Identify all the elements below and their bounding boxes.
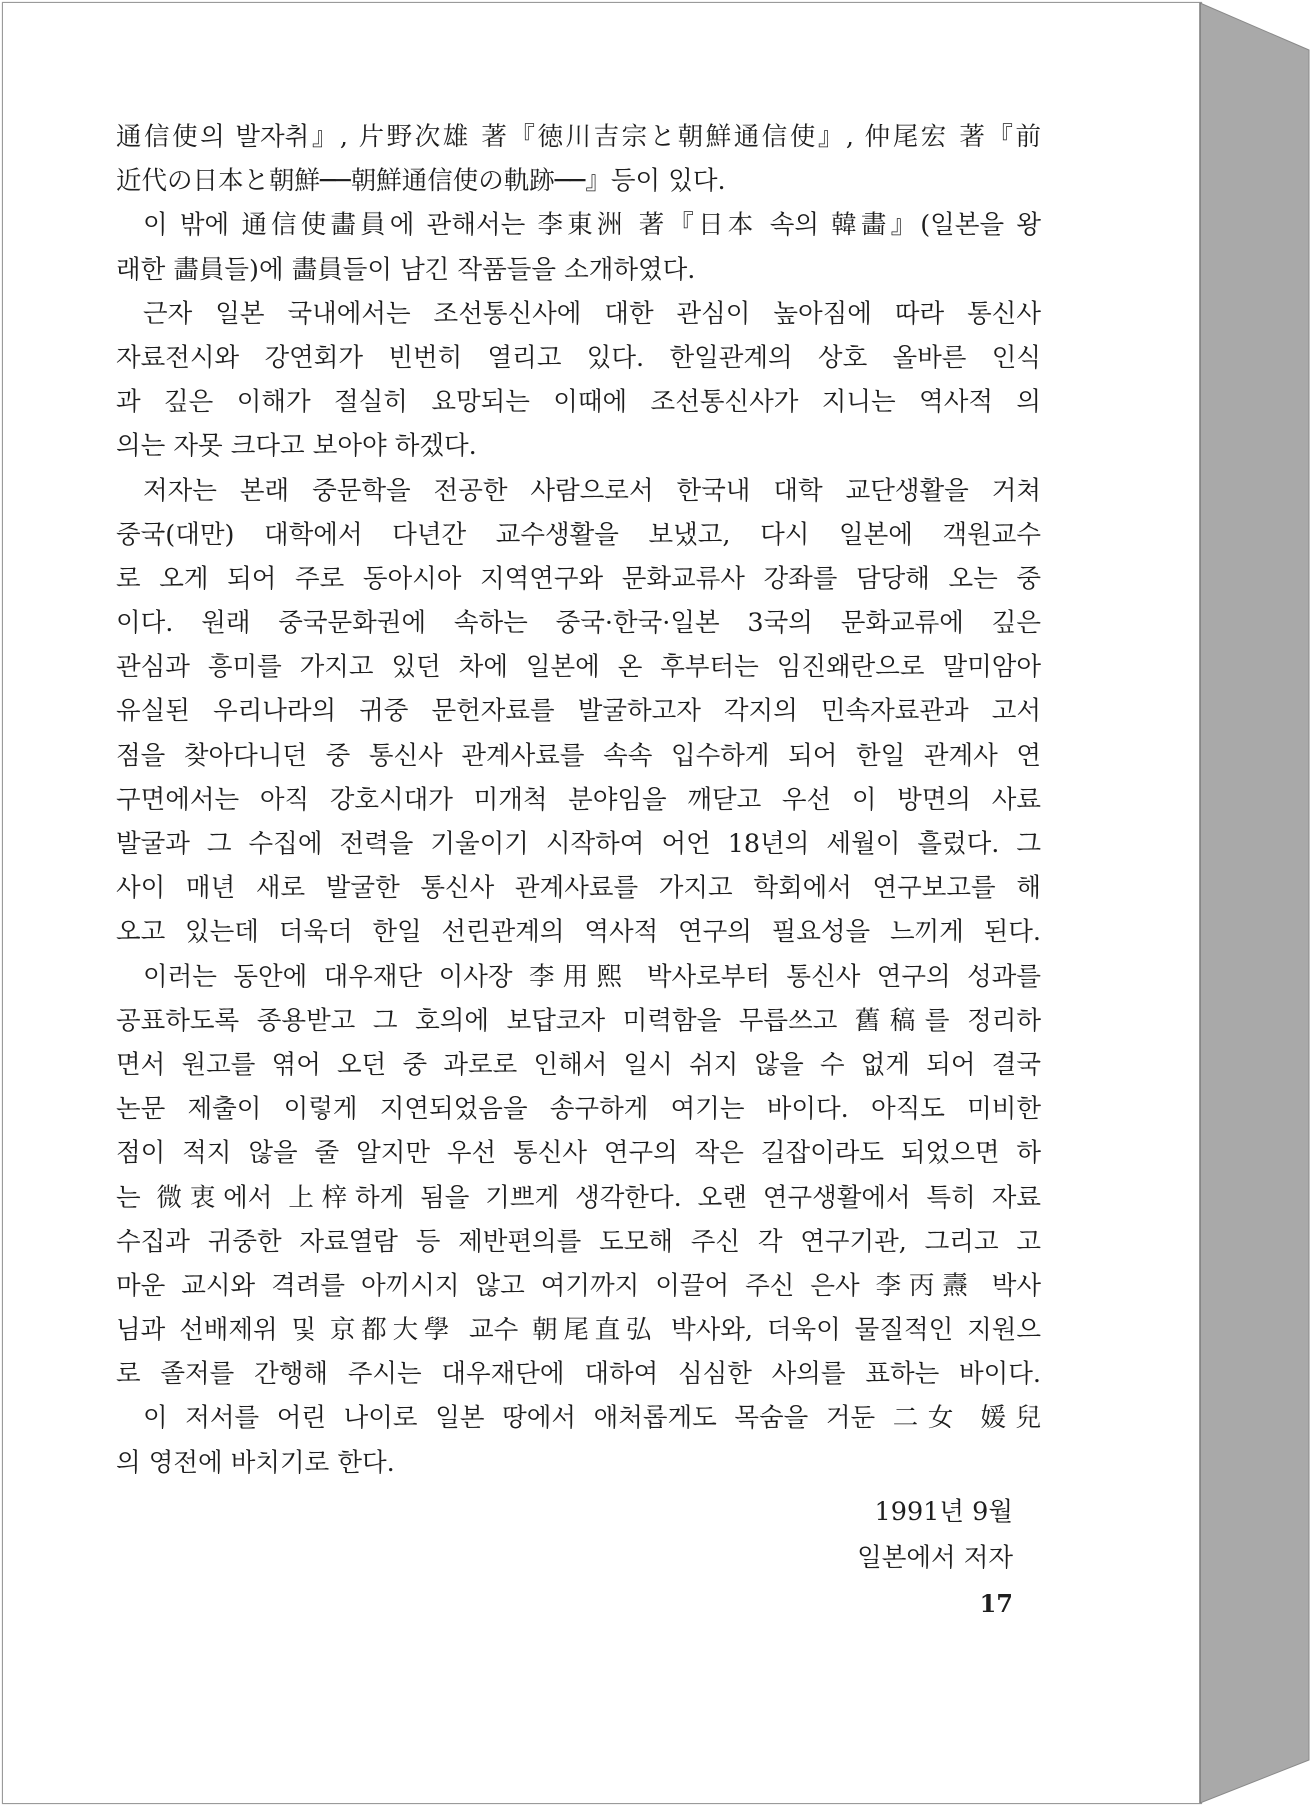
text-line: 논문 제출이 이렇게 지연되었음을 송구하게 여기는 바이다. 아직도 미비한 bbox=[116, 1094, 1041, 1125]
text-line: 이 저서를 어린 나이로 일본 땅에서 애처롭게도 목숨을 거둔 二女 媛兒 bbox=[143, 1403, 1041, 1434]
text-line: 이러는 동안에 대우재단 이사장 李用熙 박사로부터 통신사 연구의 성과를 bbox=[143, 961, 1041, 992]
text-line: 의는 자못 크다고 보아야 하겠다. bbox=[116, 431, 477, 462]
text-line: 이 밖에 通信使畵員에 관해서는 李東洲 著『日本 속의 韓畵』(일본을 왕 bbox=[143, 210, 1041, 241]
text-line: 로 오게 되어 주로 동아시아 지역연구와 문화교류사 강좌를 담당해 오는 중 bbox=[116, 563, 1041, 594]
text-line: 수집과 귀중한 자료열람 등 제반편의를 도모해 주신 각 연구기관, 그리고 고 bbox=[116, 1226, 1041, 1257]
text-line: 래한 畵員들)에 畵員들이 남긴 작품들을 소개하였다. bbox=[116, 254, 696, 285]
text-line: 이다. 원래 중국문화권에 속하는 중국·한국·일본 3국의 문화교류에 깊은 bbox=[116, 608, 1041, 639]
closing-signature: 일본에서 저자 bbox=[857, 1543, 1013, 1573]
text-line: 구면에서는 아직 강호시대가 미개척 분야임을 깨닫고 우선 이 방면의 사료 bbox=[116, 784, 1041, 815]
text-line: 近代の日本と朝鮮──朝鮮通信使の軌跡──』등이 있다. bbox=[116, 166, 726, 197]
text-line: 마운 교시와 격려를 아끼시지 않고 여기까지 이끌어 주신 은사 李丙燾 박사 bbox=[116, 1270, 1041, 1301]
closing-date: 1991년 9월 bbox=[874, 1497, 1013, 1527]
text-line: 는 微衷에서 上梓하게 됨을 기쁘게 생각한다. 오랜 연구생활에서 특히 자료 bbox=[116, 1182, 1041, 1213]
text-line: 通信使의 발자취』, 片野次雄 著『徳川吉宗と朝鮮通信使』, 仲尾宏 著『前 bbox=[116, 122, 1041, 152]
text-line: 근자 일본 국내에서는 조선통신사에 대한 관심이 높아짐에 따라 통신사 bbox=[143, 298, 1041, 329]
text-line: 점을 찾아다니던 중 통신사 관계사료를 속속 입수하게 되어 한일 관계사 연 bbox=[116, 740, 1041, 771]
text-line: 과 깊은 이해가 절실히 요망되는 이때에 조선통신사가 지니는 역사적 의 bbox=[116, 387, 1041, 418]
page-number: 17 bbox=[979, 1589, 1013, 1618]
text-line: 사이 매년 새로 발굴한 통신사 관계사료를 가지고 학회에서 연구보고를 해 bbox=[116, 873, 1041, 904]
text-line: 님과 선배제위 및 京都大學 교수 朝尾直弘 박사와, 더욱이 물질적인 지원으 bbox=[116, 1315, 1041, 1346]
text-line: 발굴과 그 수집에 전력을 기울이기 시작하여 어언 18년의 세월이 흘렀다. 그 bbox=[116, 829, 1041, 859]
text-line: 자료전시와 강연회가 빈번히 열리고 있다. 한일관계의 상호 올바른 인식 bbox=[116, 342, 1041, 373]
text-line: 로 졸저를 간행해 주시는 대우재단에 대하여 심심한 사의를 표하는 바이다. bbox=[116, 1359, 1041, 1390]
text-line: 저자는 본래 중문학을 전공한 사람으로서 한국내 대학 교단생활을 거쳐 bbox=[143, 475, 1041, 506]
text-line: 면서 원고를 엮어 오던 중 과로로 인해서 일시 쉬지 않을 수 없게 되어 결국 bbox=[116, 1049, 1041, 1080]
text-line: 공표하도록 종용받고 그 호의에 보답코자 미력함을 무릅쓰고 舊稿를 정리하 bbox=[116, 1005, 1041, 1036]
text-line: 관심과 흥미를 가지고 있던 차에 일본에 온 후부터는 임진왜란으로 말미암아 bbox=[116, 652, 1041, 683]
text-line: 중국(대만) 대학에서 다년간 교수생활을 보냈고, 다시 일본에 객원교수 bbox=[116, 519, 1041, 550]
text-line: 유실된 우리나라의 귀중 문헌자료를 발굴하고자 각지의 민속자료관과 고서 bbox=[116, 696, 1041, 727]
text-line: 점이 적지 않을 줄 알지만 우선 통신사 연구의 작은 길잡이라도 되었으면 하 bbox=[116, 1138, 1041, 1169]
text-line: 오고 있는데 더욱더 한일 선린관계의 역사적 연구의 필요성을 느끼게 된다. bbox=[116, 917, 1041, 948]
text-line: 의 영전에 바치기로 한다. bbox=[116, 1447, 395, 1478]
